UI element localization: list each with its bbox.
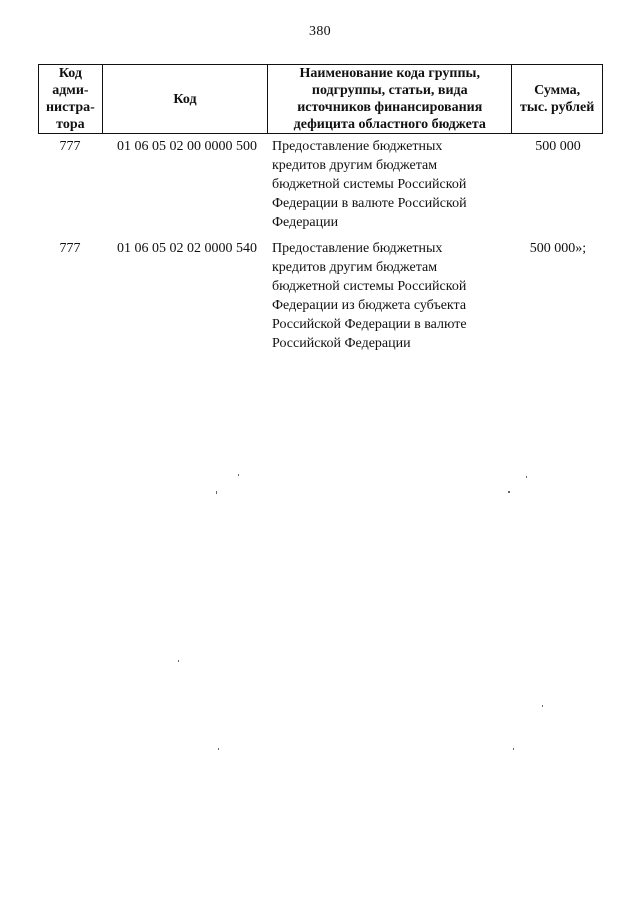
scan-speck (508, 491, 510, 493)
header-name: Наименование кода группы, подгруппы, статьи, вида источников финансирования дефицита областного бюджета (268, 65, 512, 133)
table-header (38, 64, 603, 134)
row-code: 01 06 05 02 00 0000 500 (117, 139, 257, 154)
row-amount: 500 000 (535, 139, 581, 154)
header-code: Код (103, 65, 268, 133)
scan-speck (238, 474, 239, 476)
scan-speck (218, 748, 219, 750)
scan-speck (178, 660, 179, 662)
header-admin-code: Код адми- нистра- тора (39, 65, 103, 133)
scan-speck (526, 476, 527, 478)
scan-speck (542, 705, 543, 707)
row-admin-code: 777 (59, 241, 81, 256)
scan-speck (216, 491, 217, 494)
row-admin-code: 777 (59, 139, 81, 154)
row-code: 01 06 05 02 02 0000 540 (117, 241, 257, 256)
row-name: Предоставление бюджетных кредитов другим бюджетам бюджетной системы Российской Федерации из бюджета субъекта Российской Федерации в валюте Российской Федерации (272, 241, 467, 351)
scan-speck (513, 748, 514, 750)
table-row (38, 239, 603, 353)
row-name: Предоставление бюджетных кредитов другим бюджетам бюджетной системы Российской Федерации в валюте Российской Федерации (272, 139, 467, 230)
row-amount: 500 000»; (529, 241, 587, 256)
table-body (38, 137, 603, 360)
table-row (38, 137, 603, 232)
page-number: 380 (309, 24, 331, 39)
header-amount: Сумма, тыс. рублей (520, 83, 595, 115)
